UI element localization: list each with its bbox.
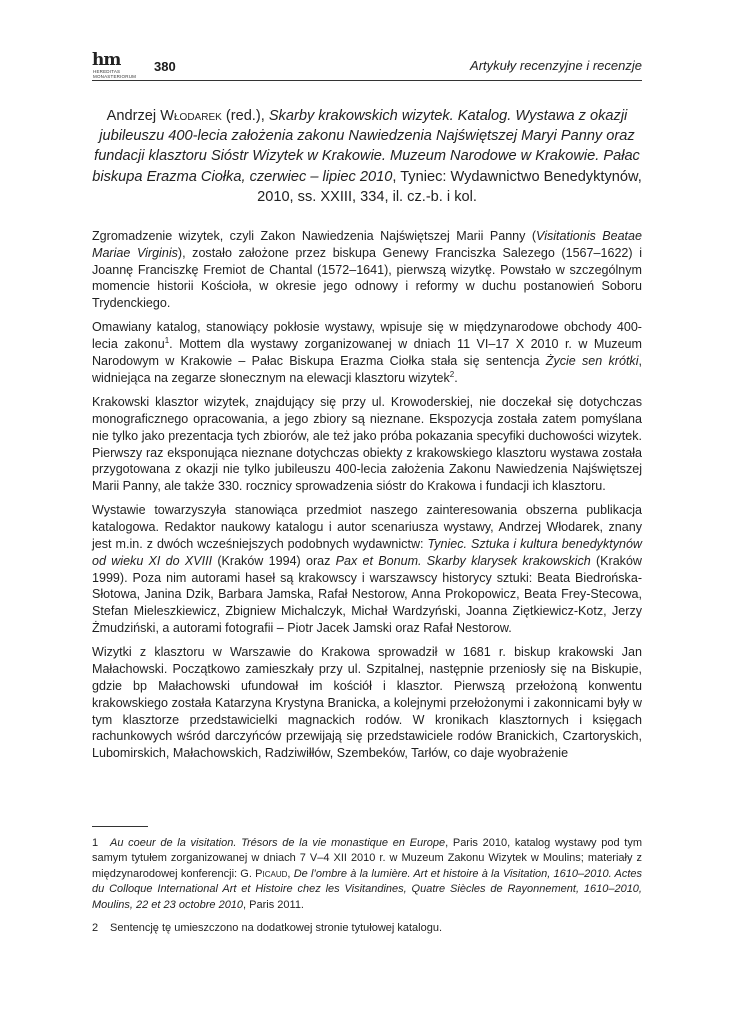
journal-logo bbox=[92, 52, 136, 82]
cited-title: Tyniec. Sztuka i kultura benedyktynów od wieku XI do XVIII bbox=[92, 537, 642, 568]
author-last-name: Włodarek bbox=[160, 108, 222, 124]
text-run: , Paris 2010, katalog wystawy pod tym samym tytułem zorganizowanej w dniach 7 V–4 XII 2010 r. w Muzeum Zakonu Wizytek w Moulins; materiały z międzynarodowej konferencji: G. bbox=[92, 837, 642, 880]
paragraph-2 bbox=[92, 319, 642, 386]
text-run: . bbox=[454, 370, 458, 385]
logo-subtitle-line-1: HEREDITAS bbox=[93, 69, 121, 74]
paragraph-1 bbox=[92, 228, 642, 312]
paragraph-3: Krakowski klasztor wizytek, znajdujący się przy ul. Krowoderskiej, nie doczekał się dotychczas monograficznego opracowania, a jego zbiory są nieznane. Ekspozycja została zatem pomyślana nie tylko jako prezentacja tych zbiorów, ale też jako próba pokazania specyfiki duchowości wizytek. Pierwszy raz eksponująca nieznane dotychczas obiekty z krakowskiego klasztoru wystawa została przygotowana z okazji nie tylko jubileuszu 400-lecia założenia Zakonu Nawiedzenia Najświętszej Marii Panny, ale także 330. rocznicy sprowadzenia sióstr do Krakowa i fundacji ich klasztoru. bbox=[92, 395, 642, 494]
page-number: 380 bbox=[154, 59, 176, 74]
article-body bbox=[92, 228, 642, 769]
review-title bbox=[92, 106, 642, 207]
footnote-2 bbox=[92, 921, 642, 936]
text-run: (Kraków 1994) oraz bbox=[212, 553, 336, 568]
cited-title: Pax et Bonum. Skarby klarysek krakowskich bbox=[335, 553, 591, 568]
logo-subtitle-line-2: MONASTERIORUM bbox=[93, 74, 137, 79]
cited-author: Picaud bbox=[255, 867, 288, 880]
text-run: Omawiany katalog, stanowiący pokłosie wystawy, wpisuje się w międzynarodowe obchody 400-lecia zakonu bbox=[92, 320, 642, 352]
running-header bbox=[92, 46, 642, 82]
motto: Życie sen krótki bbox=[545, 354, 639, 369]
text-run: Wystawie towarzyszyła stanowiąca przedmiot naszego zainteresowania obszerna publikacja katalogowa. Redaktor naukowy katalogu i autor scenariusza wystawy, Andrzej Włodarek, znany jest m.in. z dwóch wcześniejszych podobnych wydawnictw: bbox=[92, 503, 642, 552]
paragraph-4 bbox=[92, 502, 642, 636]
author-first-name: Andrzej bbox=[106, 108, 161, 124]
paragraph-5: Wizytki z klasztoru w Warszawie do Krakowa sprowadził w 1681 r. biskup krakowski Jan Małachowski. Początkowo zamieszkały przy ul. Szpitalnej, następnie przeniosły się na Biskupie, gdzie bp Małachowski ufundował im kościół i klasztor. Pierwszą przełożoną konwentu krakowskiego została Katarzyna Krystyna Branicka, a kolejnymi przełożonymi i zakonnicami były w tym klasztorze przedstawicielki magnackich rodów. W kronikach klasztornych i księgach rachunkowych wśród darczyńców przewijają się przedstawiciele rodów Branickich, Czartoryskich, Lubomirskich, Małachowskich, Radziwiłłów, Szembeków, Tarłów, co daje wyobrażenie bbox=[92, 645, 642, 761]
text-run: , Paris 2011. bbox=[243, 898, 304, 911]
footnote-ref-2[interactable]: 2 bbox=[449, 369, 455, 379]
footnote-rule bbox=[92, 826, 148, 827]
logo-subtitle bbox=[93, 69, 136, 79]
section-title: Artykuły recenzyjne i recenzje bbox=[470, 58, 642, 73]
latin-name: Visitationis Beatae Mariae Virginis bbox=[92, 229, 642, 260]
text-run: , widniejąca na zegarze słonecznym na elewacji klasztoru wizytek bbox=[92, 354, 642, 385]
cited-title: Au coeur de la visitation. Trésors de la vie monastique en Europe bbox=[110, 837, 446, 849]
footnote-number: 2 bbox=[92, 922, 99, 935]
text-run: . Mottem dla wystawy zorganizowanej w dniach 11 VI–17 X 2010 r. w Muzeum Narodowym w Krakowie – Pałac Biskupa Erazma Ciołka stała się sentencja bbox=[92, 337, 642, 369]
logo-mark: hm bbox=[92, 50, 121, 70]
text-run: Sentencję tę umieszczono na dodatkowej stronie tytułowej katalogu. bbox=[110, 922, 443, 935]
publication-info: , Tyniec: Wydawnictwo Benedyktynów, 2010, ss. XXIII, 334, il. cz.-b. i kol. bbox=[257, 168, 642, 205]
text-run: ), zostało założone przez biskupa Genewy Franciszka Salezego (1567–1622) i Joannę Franciszkę Fremiot de Chantal (1572–1641), pierwszą wizytkę. Powstało w szczególnym momencie historii Kościoła, w okresie jego odnowy i reformy w duchu postanowień Soboru Trydenckiego. bbox=[92, 245, 642, 311]
footnotes bbox=[92, 836, 642, 944]
editor-note: (red.), bbox=[221, 108, 269, 124]
footnote-ref-1[interactable]: 1 bbox=[164, 336, 170, 346]
footnote-number: 1 bbox=[92, 837, 99, 849]
cited-title: De l’ombre à la lumière. Art et histoire à la Visitation, 1610–2010. Actes du Colloque International Art et Histoire chez les Visitandines, Quatre Siècles de Rayonnement, 1610–2010, Moulins, 22 et 23 octobre 2010 bbox=[92, 867, 643, 911]
text-run: (Kraków 1999). Poza nim autorami haseł są krakowscy i warszawscy historycy sztuki: Beata Biedrońska-Słotowa, Janina Dzik, Barbara Jamska, Rafał Nestorow, Anna Prokopowicz, Beata Frey-Stecowa, Stefan Mieleszkiewicz, Zbigniew Michalczyk, Michał Wardzyński, Joanna Ziętkiewicz-Kotz, Jerzy Żmudziński, a autorami fotografii – Piotr Jacek Jamski oraz Rafał Nestorow. bbox=[92, 553, 642, 636]
footnote-1 bbox=[92, 836, 642, 913]
text-run: , bbox=[287, 867, 294, 880]
header-rule bbox=[92, 80, 642, 81]
book-title: Skarby krakowskich wizytek. Katalog. Wystawa z okazji jubileuszu 400-lecia założenia zakonu Nawiedzenia Najświętszej Maryi Panny oraz fundacji klasztoru Sióstr Wizytek w Krakowie. Muzeum Narodowe w Krakowie. Pałac biskupa Erazma Ciołka, czerwiec – lipiec 2010 bbox=[92, 108, 640, 185]
text-run: Zgromadzenie wizytek, czyli Zakon Nawiedzenia Najświętszej Marii Panny ( bbox=[92, 229, 537, 243]
